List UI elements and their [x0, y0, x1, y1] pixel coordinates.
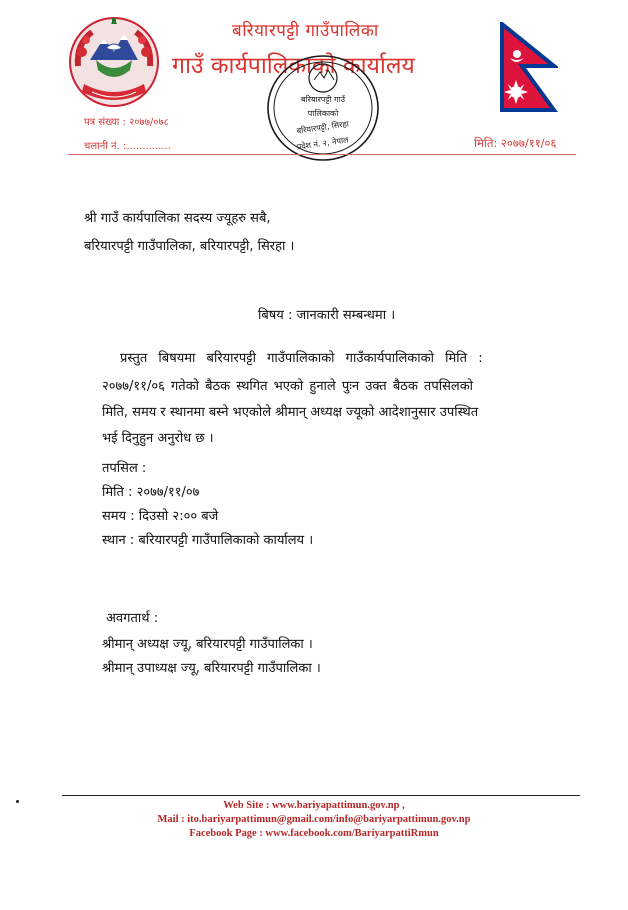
nepal-emblem-icon — [66, 14, 162, 110]
letter-date: मिति: २०७७/११/०६ — [474, 136, 557, 150]
stamp-line3: बरियारपट्टी, सिरहा — [295, 119, 350, 136]
office-stamp-icon — [264, 52, 382, 164]
footer-facebook: Facebook Page : www.facebook.com/BariyarpattiRmun — [189, 828, 439, 839]
header-divider — [68, 154, 576, 155]
footer-divider — [62, 795, 580, 796]
stamp-line4: प्रदेश नं. २, नेपाल — [296, 135, 350, 152]
stamp-line2: पालिकाको — [307, 109, 339, 118]
body-line3: मिति, समय र स्थानमा बस्ने भएकोले श्रीमान् अध्यक्ष ज्यूको आदेशानुसार उपस्थित — [102, 405, 479, 420]
municipality-name: बरियारपट्टी गाउँपालिका — [232, 21, 379, 41]
body-line2: २०७७/११/०६ गतेको बैठक स्थगित भएको हुनाले पुःन उक्त बैठक तपसिलको — [102, 379, 474, 394]
details-time: समय : दिउसो २:०० बजे — [102, 509, 219, 524]
details-date: मिति : २०७७/११/०७ — [102, 485, 200, 500]
body-line4: भई दिनुहुन अनुरोध छ । — [102, 431, 214, 446]
footer-mail: Mail : ito.bariyarpattimun@gmail.com/info@bariyarpattimun.gov.np — [157, 814, 471, 825]
letter-number: पत्र संख्या : २०७७/०७८ — [84, 117, 169, 128]
cc-line1: श्रीमान् अध्यक्ष ज्यू, बरियारपट्टी गाउँपालिका । — [102, 637, 313, 652]
recipient-line2: बरियारपट्टी गाउँपालिका, बरियारपट्टी, सिरहा । — [84, 239, 295, 254]
subject-line: बिषय : जानकारी सम्बन्धमा । — [258, 308, 396, 323]
cc-line2: श्रीमान् उपाध्यक्ष ज्यू, बरियारपट्टी गाउँपालिका । — [102, 661, 321, 676]
footer-website: Web Site : www.bariyapattimun.gov.np , — [223, 800, 405, 811]
stamp-line1: बरियारपट्टी गाउँ — [301, 95, 345, 104]
office-title: गाउँ कार्यपालिकाको कार्यालय — [172, 53, 415, 79]
dispatch-number: चलानी नं. :.............. — [84, 141, 171, 152]
cc-heading: अवगतार्थ : — [106, 611, 159, 626]
nepal-flag-icon — [498, 22, 558, 114]
details-heading: तपसिल : — [102, 461, 147, 476]
details-place: स्थान : बरियारपट्टी गाउँपालिकाको कार्यालय । — [102, 533, 314, 548]
body-line1: प्रस्तुत बिषयमा बरियारपट्टी गाउँपालिकाको गाउँकार्यपालिकाको मिति : — [120, 351, 483, 366]
recipient-line1: श्री गाउँ कार्यपालिका सदस्य ज्यूहरु सबै, — [84, 211, 271, 226]
